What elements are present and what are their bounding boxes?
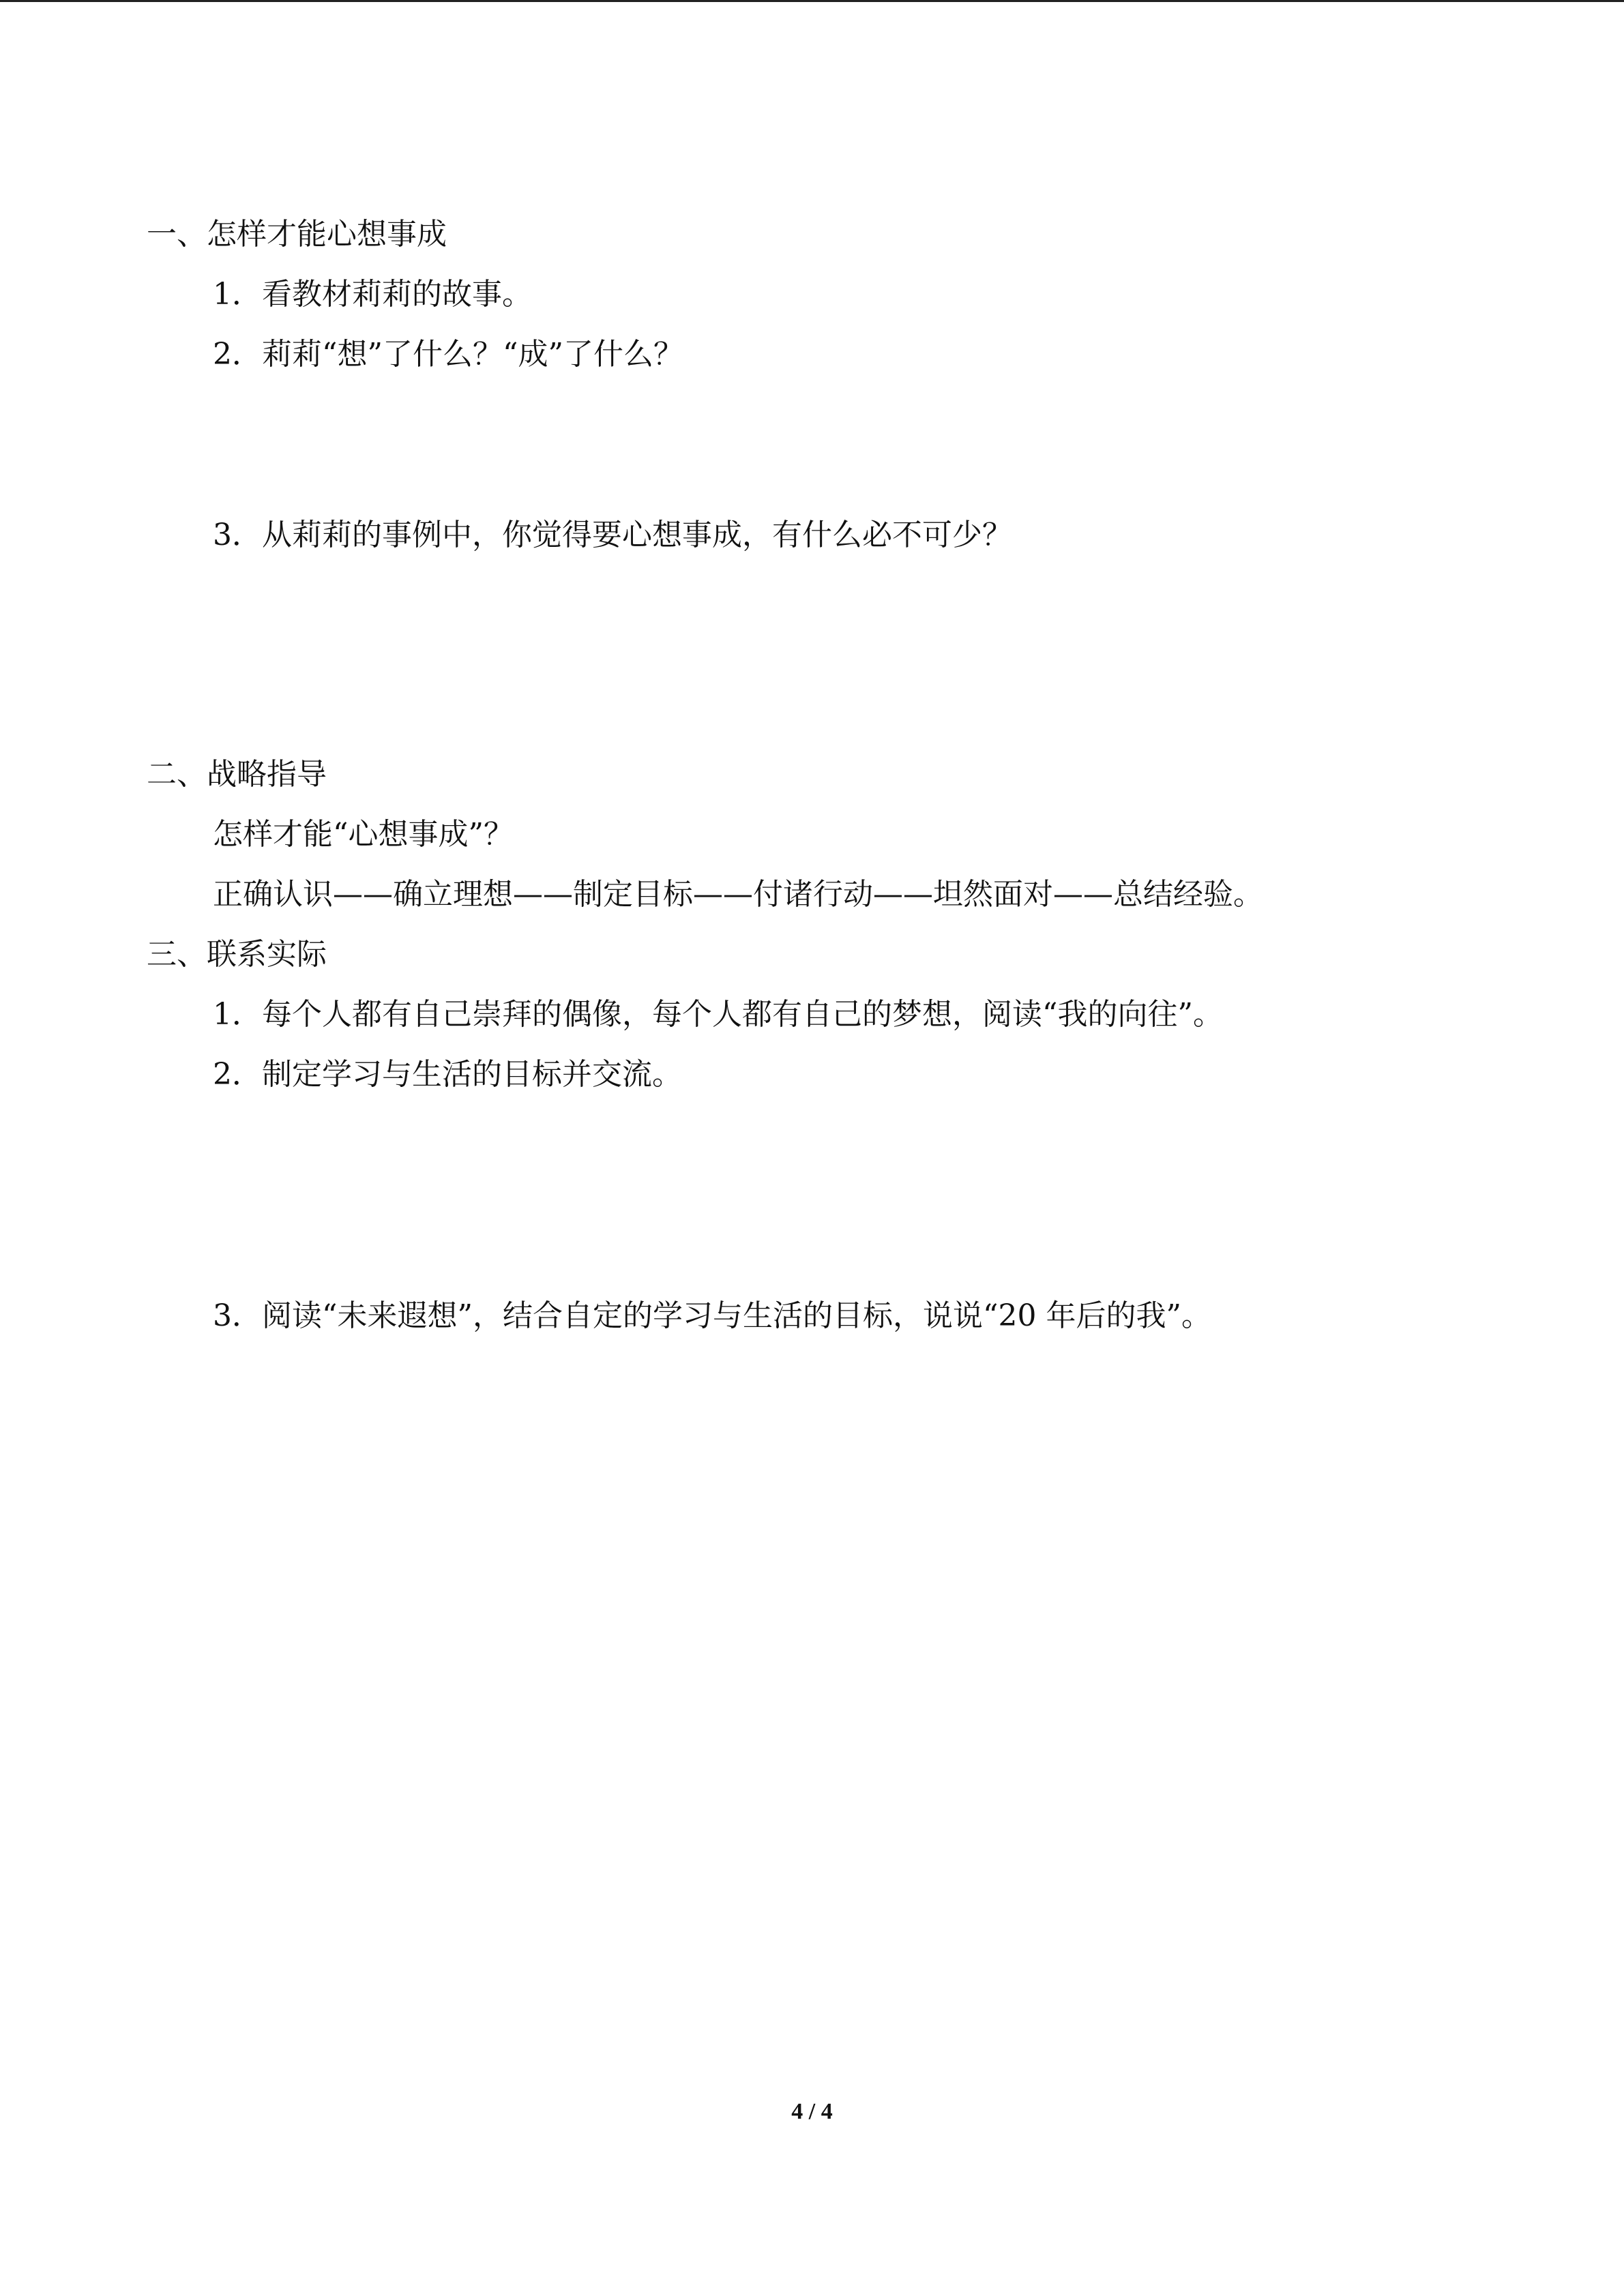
- section-3-item-2: 2．制定学习与生活的目标并交流。: [213, 1057, 682, 1092]
- section-2-question: 怎样才能“心想事成”？: [213, 817, 514, 852]
- section-1-item-2: 2．莉莉“想”了什么？“成”了什么？: [213, 337, 683, 372]
- section-3-item-1: 1．每个人都有自己崇拜的偶像，每个人都有自己的梦想，阅读“我的向往”。: [213, 997, 1223, 1032]
- page-number: 4 / 4: [791, 2099, 833, 2124]
- section-2-heading: 二、战略指导: [147, 757, 327, 792]
- section-3-item-3: 3．阅读“未来遐想”，结合自定的学习与生活的目标，说说“20 年后的我”。: [213, 1298, 1211, 1333]
- section-1-item-1: 1．看教材莉莉的故事。: [213, 277, 532, 312]
- section-3-heading: 三、联系实际: [147, 937, 327, 972]
- section-2-steps: 正确认识——确立理想——制定目标——付诸行动——坦然面对——总结经验。: [213, 877, 1263, 912]
- section-1-item-3: 3．从莉莉的事例中，你觉得要心想事成，有什么必不可少？: [213, 518, 1012, 552]
- section-1-heading: 一、怎样才能心想事成: [147, 217, 447, 252]
- top-border-rule: [0, 0, 1624, 2]
